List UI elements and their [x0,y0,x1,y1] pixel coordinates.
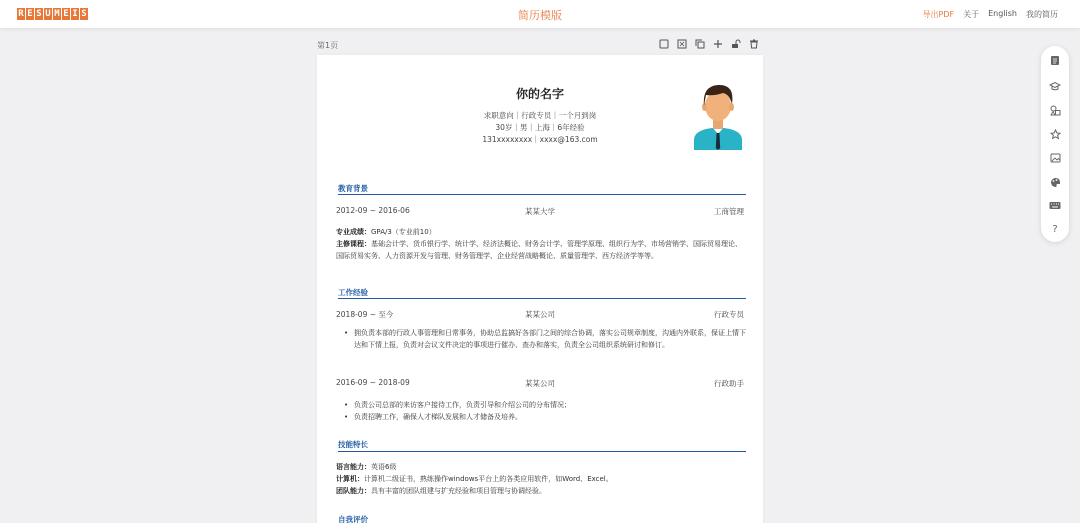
top-nav [923,9,1058,20]
work-company: 某某公司 [525,310,555,319]
copy-icon[interactable] [694,38,705,49]
info-line-contact[interactable]: 131xxxxxxxx｜xxxx@163.com [482,135,598,144]
palette-icon[interactable] [1049,176,1061,188]
education-major: 工商管理 [714,207,744,216]
section-title-work: 工作经验 [338,288,368,297]
section-divider [338,451,746,452]
page-toolbar [658,38,759,49]
work-bullet[interactable]: • 负责公司总部的来访客户接待工作，负责引导和介绍公司的分布情况； [344,399,746,411]
keyboard-icon[interactable] [1049,199,1061,211]
work-bullet[interactable]: • 拥负责本部的行政人事管理和日常事务，协助总监搞好各部门之间的综合协调，落实公司规章制度，沟通内外联系，保证上情下达和下情上报，负责对会议文件决定的事项进行催办、查办和落实，负责全公司组织系统研讨和修订。 [344,327,746,351]
about-link[interactable]: 关于 [963,10,980,19]
info-line-basic[interactable]: 30岁｜男｜上海｜6年经验 [495,123,585,132]
section-title-skills: 技能特长 [338,440,368,449]
skill-item-language[interactable]: 语言能力：英语6级 [336,463,397,471]
checkbox-icon[interactable] [658,38,669,49]
education-school: 某某大学 [525,207,555,216]
shapes-icon[interactable] [1049,104,1061,116]
work-bullet[interactable]: • 负责招聘工作，确保人才梯队发展和人才储备及培养。 [344,411,746,423]
work-period: 2016-09 ~ 2018-09 [336,378,410,387]
section-divider [338,194,746,195]
resume-page[interactable] [317,55,763,523]
unlock-icon[interactable] [730,38,741,49]
work-company: 某某公司 [525,379,555,388]
avatar[interactable] [692,78,744,150]
info-line-intent[interactable]: 求职意向｜行政专员｜一个月到岗 [483,111,597,120]
logo[interactable]: R E S U M E I S [18,9,87,19]
section-title-education: 教育背景 [338,184,368,193]
section-title-self-eval: 自我评价 [338,515,368,523]
app-title: 简历模版 [518,9,562,22]
work-period: 2018-09 ~ 至今 [336,310,394,319]
work-role: 行政专员 [714,310,744,319]
page-label: 第1页 [317,41,339,50]
fit-page-icon[interactable] [676,38,687,49]
section-divider [338,298,746,299]
export-pdf-link[interactable]: 导出PDF [922,10,955,19]
skill-item-team[interactable]: 团队能力：具有丰富的团队组建与扩充经验和项目管理与协调经验。 [336,487,546,495]
language-link[interactable]: English [988,9,1017,18]
top-bar [0,0,1080,28]
image-icon[interactable] [1049,152,1061,164]
document-icon[interactable] [1049,54,1061,66]
skills-icon[interactable] [1049,128,1061,140]
education-score[interactable]: 专业成绩：GPA/3（专业前10） [336,228,436,236]
trash-icon[interactable] [748,38,759,49]
my-resume-link[interactable]: 我的简历 [1026,10,1058,19]
education-courses[interactable]: 主修课程：基础会计学、货币银行学、统计学、经济法概论、财务会计学、管理学原理、组织行为学、市场营销学、国际贸易理论、国际贸易实务、人力资源开发与管理、财务管理学、企业经营战略概论、质量管理学、西方经济学等等。 [336,240,742,260]
education-period: 2012-09 ~ 2016-06 [336,206,410,215]
graduation-cap-icon[interactable] [1049,80,1061,92]
skill-item-computer[interactable]: 计算机：计算机二级证书，熟练操作windows平台上的各类应用软件，如Word、Excel。 [336,475,613,483]
resume-name[interactable]: 你的名字 [515,87,564,101]
add-icon[interactable] [712,38,723,49]
right-toolbar [1041,46,1069,242]
help-icon[interactable]: ? [1052,223,1058,235]
work-role: 行政助手 [714,379,744,388]
